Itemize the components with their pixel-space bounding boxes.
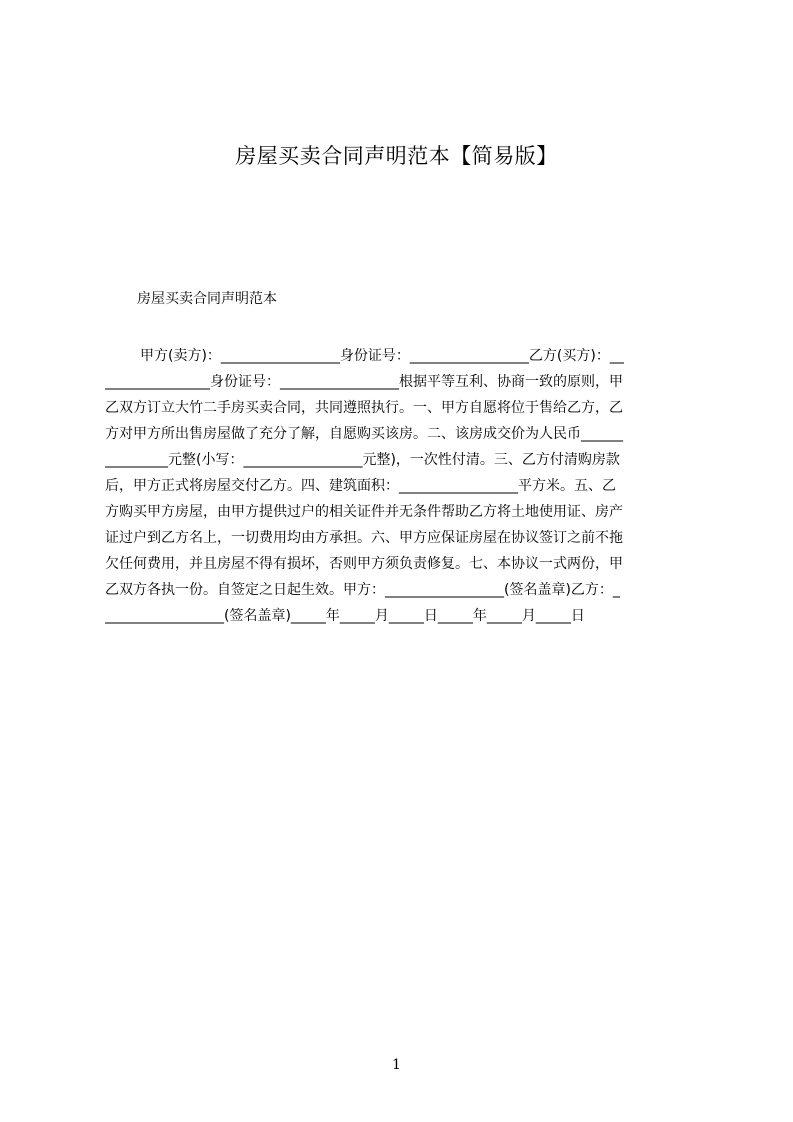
body-line: _________________(签名盖章)_____年_____月_____日_____年_____月_____日 — [105, 608, 585, 624]
body-line: 乙双方各执一份。自签定之日起生效。甲方：_________________(签名盖章)乙方：_ — [105, 582, 620, 598]
document-title: 房屋买卖合同声明范本【简易版】 — [235, 144, 558, 168]
body-line: _______________身份证号：_________________根据平等互利、协商一致的原则，甲 — [105, 374, 623, 390]
body-line: 方对甲方所出售房屋做了充分了解，自愿购买该房。二、该房成交价为人民币______ — [105, 426, 623, 442]
body-line: 甲方(卖方)：_________________身份证号：_________________乙方(买方)：__ — [140, 348, 624, 364]
body-line: 后，甲方正式将房屋交付乙方。四、建筑面积：_________________平方米。五、乙 — [105, 478, 616, 494]
contract-body — [105, 343, 700, 629]
body-line: 证过户到乙方名上，一切费用均由方承担。六、甲方应保证房屋在协议签订之前不拖 — [105, 530, 623, 546]
page-number: 1 — [392, 1057, 401, 1073]
body-line: _________元整(小写：_________________元整)，一次性付清。三、乙方付清购房款 — [105, 452, 620, 468]
body-line: 方购买甲方房屋，由甲方提供过户的相关证件并无条件帮助乙方将土地使用证、房产 — [105, 504, 623, 520]
body-line: 欠任何费用，并且房屋不得有损坏，否则甲方须负责修复。七、本协议一式两份，甲 — [105, 556, 623, 572]
document-subtitle: 房屋买卖合同声明范本 — [137, 291, 277, 307]
body-line: 乙双方订立大竹二手房买卖合同，共同遵照执行。一、甲方自愿将位于售给乙方，乙 — [105, 400, 623, 416]
